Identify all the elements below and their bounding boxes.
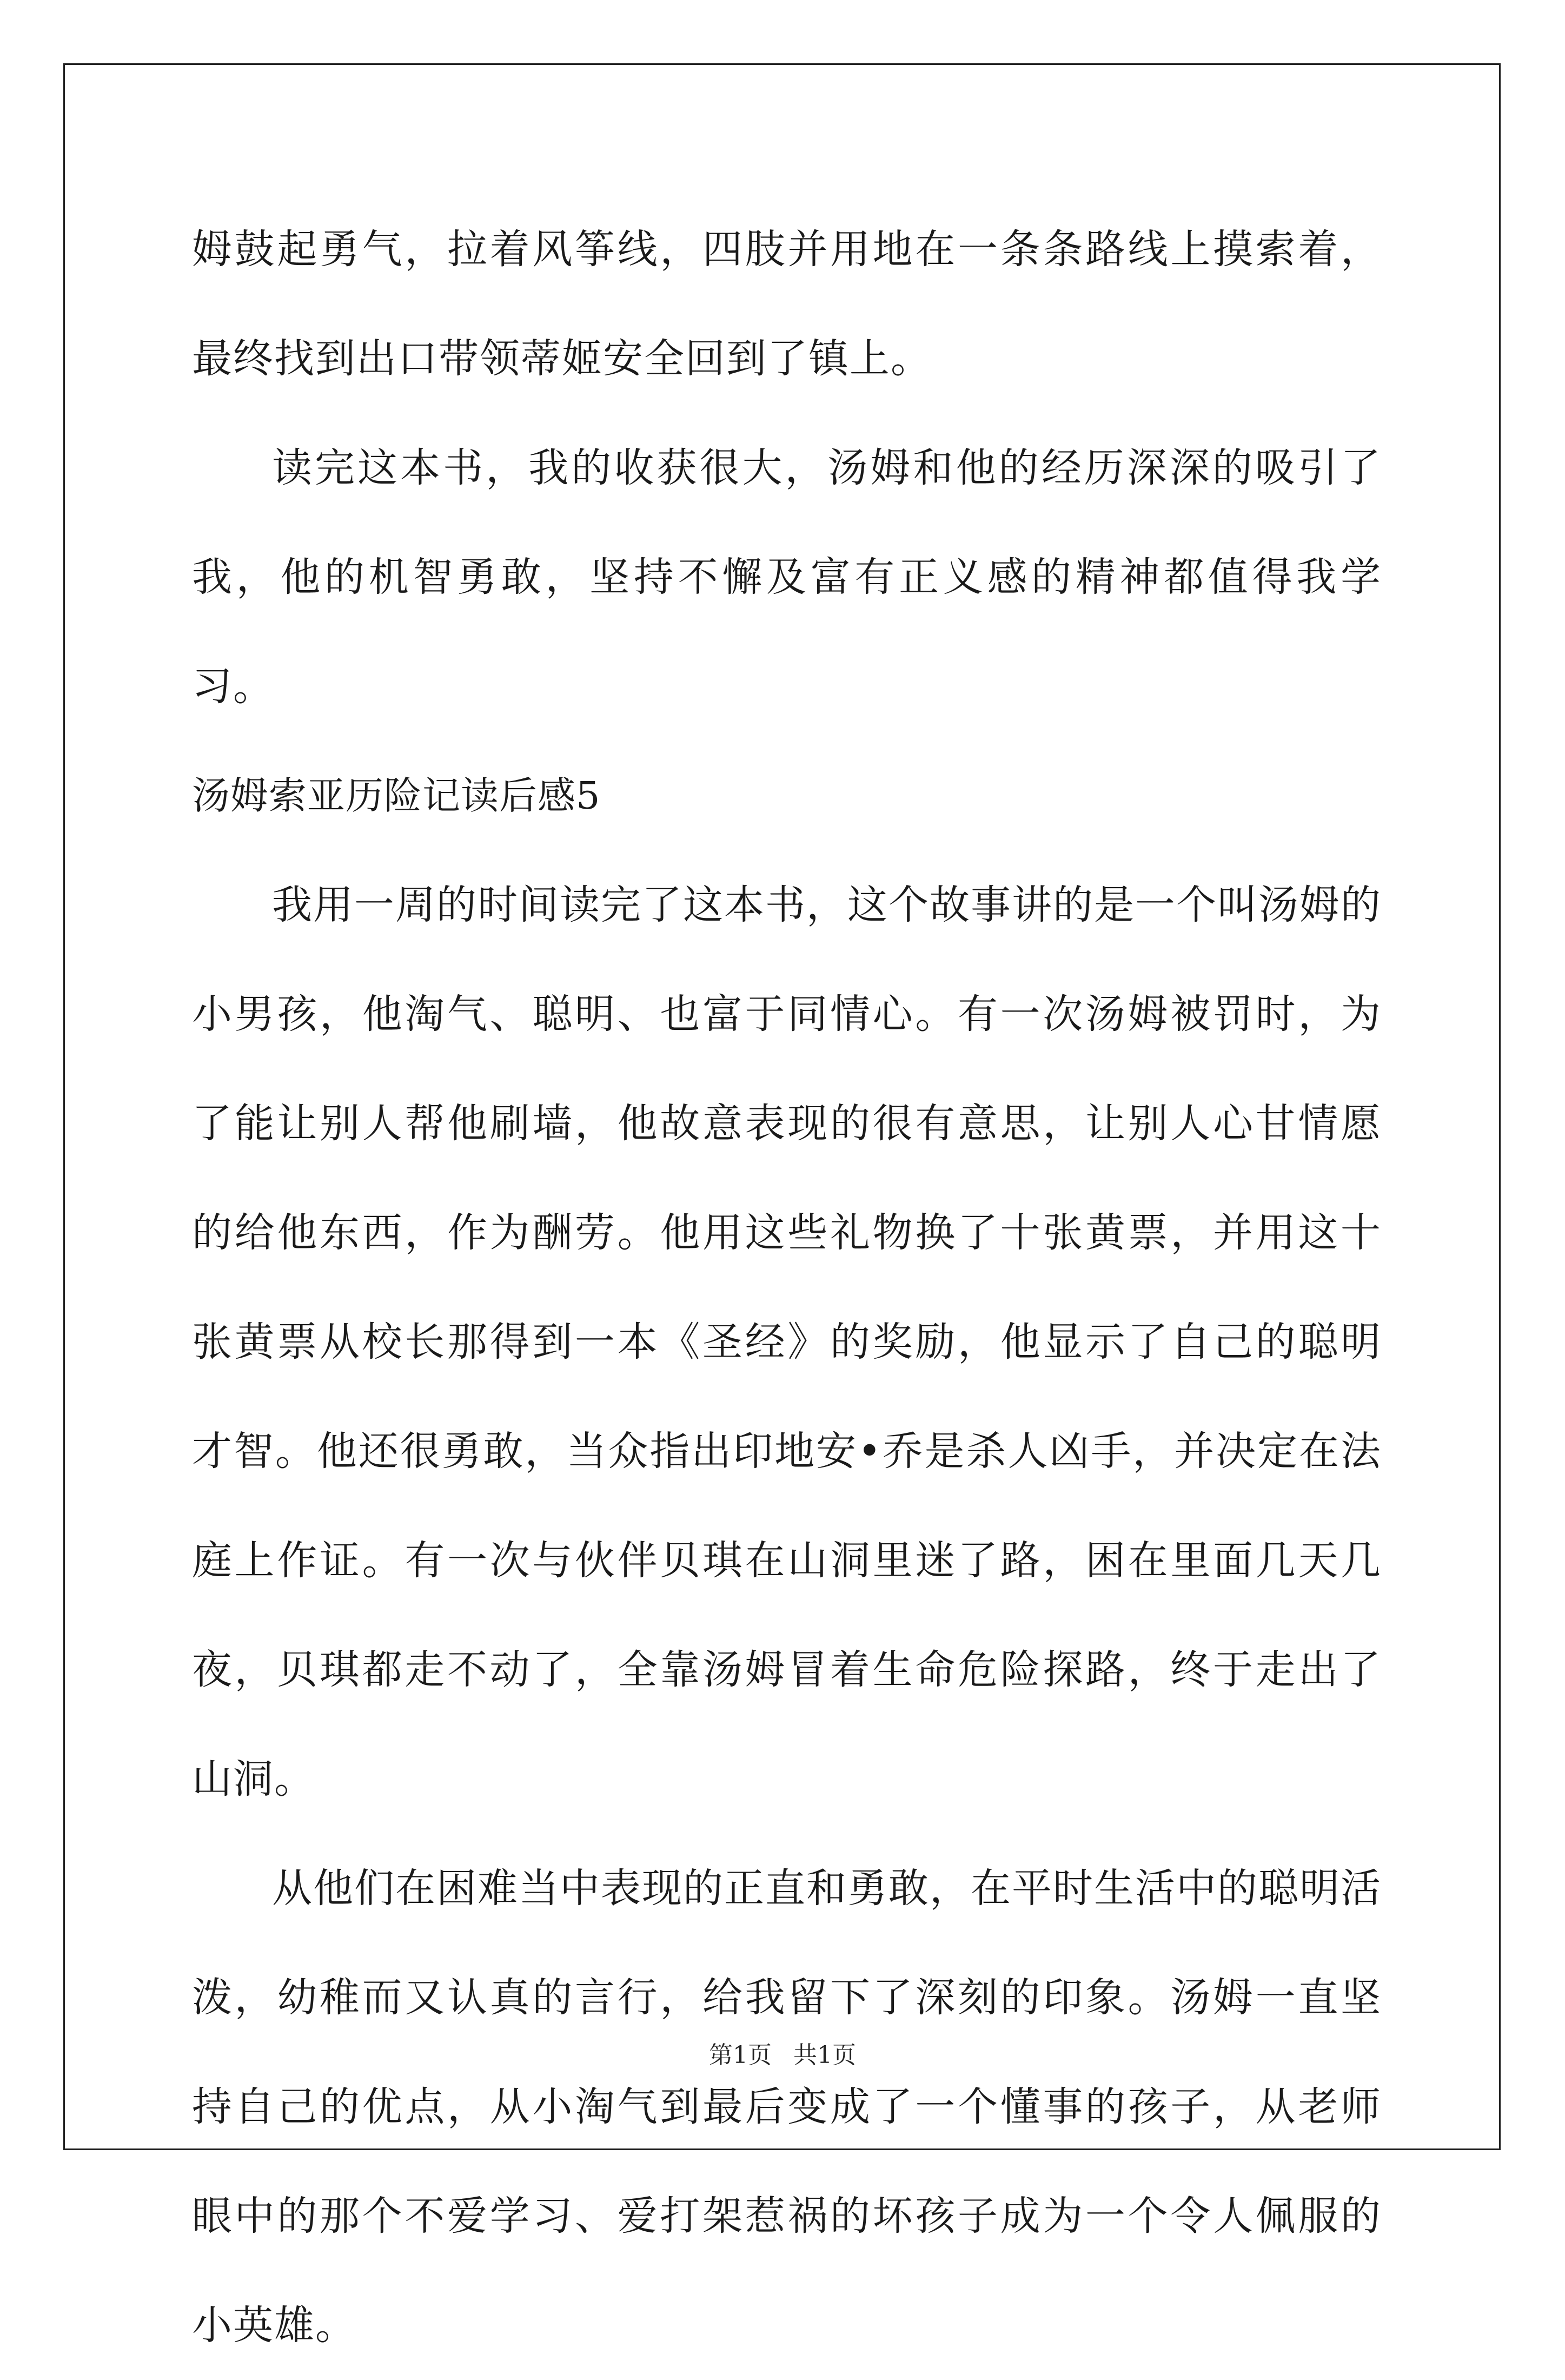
page-footer xyxy=(0,2039,1565,2072)
paragraph: 我用一周的时间读完了这本书，这个故事讲的是一个叫汤姆的小男孩，他淘气、聪明、也富于同情心。有一次汤姆被罚时，为了能让别人帮他刷墙，他故意表现的很有意思，让别人心甘情愿的给他东西，作为酬劳。他用这些礼物换了十张黄票，并用这十张黄票从校长那得到一本《圣经》的奖励，他显示了自己的聪明才智。他还很勇敢，当众指出印地安•乔是杀人凶手，并决定在法庭上作证。有一次与伙伴贝琪在山洞里迷了路，困在里面几天几夜，贝琪都走不动了，全靠汤姆冒着生命危险探路，终于走出了山洞。 xyxy=(192,882,1382,1802)
section-heading: 汤姆索亚历险记读后感5 xyxy=(192,774,601,818)
page-number: 第1页 xyxy=(709,2041,772,2069)
paragraph: 读完这本书，我的收获很大，汤姆和他的经历深深的吸引了我，他的机智勇敢，坚持不懈及富有正义感的精神都值得我学习。 xyxy=(192,445,1382,710)
paragraph: 姆鼓起勇气，拉着风筝线，四肢并用地在一条条路线上摸索着，最终找到出口带领蒂姬安全回到了镇上。 xyxy=(192,226,1382,382)
page-total: 共1页 xyxy=(793,2041,856,2069)
paragraph: 从他们在困难当中表现的正直和勇敢，在平时生活中的聪明活泼，幼稚而又认真的言行，给我留下了深刻的印象。汤姆一直坚持自己的优点，从小淘气到最后变成了一个懂事的孩子，从老师眼中的那个不爱学习、爱打架惹祸的坏孩子成为一个令人佩服的小英雄。 xyxy=(192,1865,1382,2349)
